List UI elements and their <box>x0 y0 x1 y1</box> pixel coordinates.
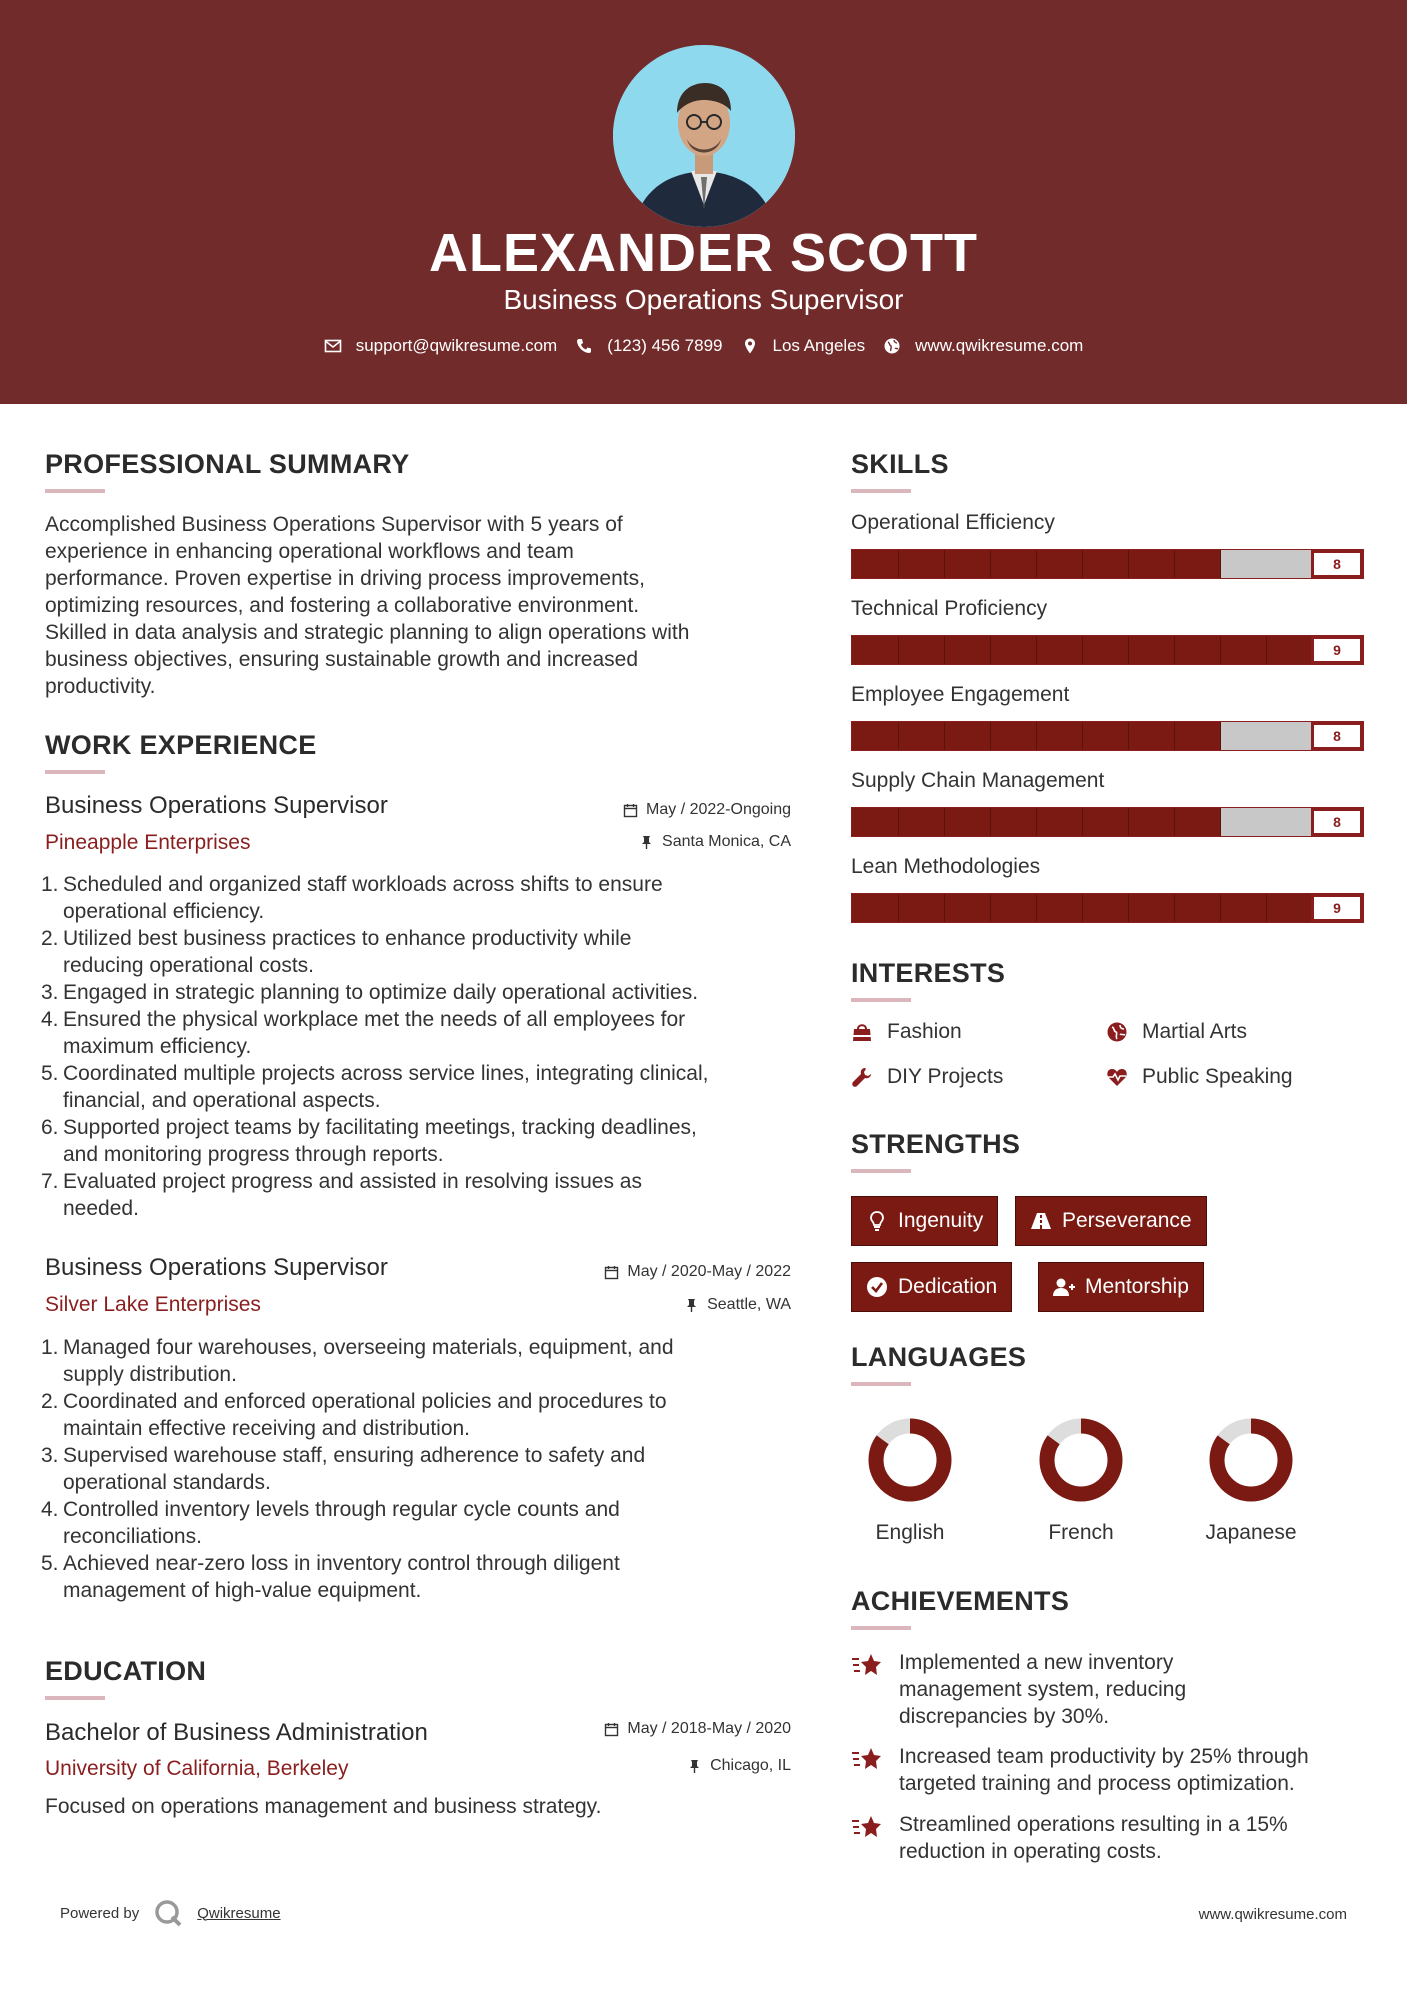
skill-bar-segment <box>1174 722 1175 750</box>
bullet-line: and monitoring progress through reports. <box>63 1143 444 1166</box>
powered-by-label: Powered by <box>60 1904 140 1922</box>
job-2-dates-text: May / 2020-May / 2022 <box>627 1263 791 1280</box>
bullet-line: Supervised warehouse staff, ensuring adherence to safety and <box>63 1444 646 1467</box>
summary-line: performance. Proven expertise in driving process improvements, <box>45 567 645 590</box>
interests-rule <box>851 998 911 1002</box>
summary-heading: PROFESSIONAL SUMMARY <box>45 449 410 479</box>
job-1-location-text: Santa Monica, CA <box>662 833 791 850</box>
skill-bar-segment <box>944 894 945 922</box>
strength-label: Ingenuity <box>898 1209 984 1232</box>
experience-rule <box>45 770 105 774</box>
job-2-dates <box>500 1263 791 1281</box>
skill-bar-segment <box>1174 808 1175 836</box>
language-donut <box>865 1415 955 1505</box>
languages-rule <box>851 1382 911 1386</box>
language-item <box>1026 1415 1136 1545</box>
skill-bar-segment <box>898 894 899 922</box>
skill-bar-segment <box>990 550 991 578</box>
skill-bar-segment <box>1082 808 1083 836</box>
skill-bar-segment <box>1128 550 1129 578</box>
skill-bar-segment <box>1174 636 1175 664</box>
contact-bar <box>0 336 1407 356</box>
contact-location-text: Los Angeles <box>772 336 866 355</box>
achievement-item <box>851 1811 1288 1865</box>
bullet-line: Supported project teams by facilitating meetings, tracking deadlines, <box>63 1116 697 1139</box>
skill-bar <box>851 721 1364 751</box>
skill-bar-segment <box>1036 808 1037 836</box>
skill-level-badge: 9 <box>1311 636 1363 664</box>
education-location <box>520 1757 791 1775</box>
strength-mentorship <box>1038 1262 1204 1312</box>
skill-bar-segment <box>1128 808 1129 836</box>
skill-bar-segment <box>1220 636 1221 664</box>
bullet-number: 3. <box>41 1444 59 1467</box>
summary-line: optimizing resources, and fostering a collaborative environment. <box>45 594 640 617</box>
education-dates <box>500 1720 791 1738</box>
skill-bar-segment <box>1174 894 1175 922</box>
job-2-location <box>520 1296 791 1314</box>
contact-email[interactable] <box>324 336 558 356</box>
map-pin-icon <box>741 337 759 355</box>
language-name: Japanese <box>1205 1521 1297 1544</box>
skill-bar-segment <box>1220 808 1221 836</box>
bullet-number: 1. <box>41 1336 59 1359</box>
summary-line: Skilled in data analysis and strategic planning to align operations with <box>45 621 690 644</box>
skill-bar-segment <box>898 722 899 750</box>
strength-perseverance <box>1015 1196 1207 1246</box>
skills-rule <box>851 489 911 493</box>
contact-phone[interactable] <box>575 336 722 356</box>
pushpin-icon <box>684 1298 699 1313</box>
summary-line: experience in enhancing operational workflows and team <box>45 540 574 563</box>
bullet-line: maximum efficiency. <box>63 1035 252 1058</box>
strength-label: Dedication <box>898 1275 998 1298</box>
school-name: University of California, Berkeley <box>45 1757 349 1780</box>
experience-heading: WORK EXPERIENCE <box>45 730 317 760</box>
pushpin-icon <box>639 835 654 850</box>
bullet-number: 4. <box>41 1498 59 1521</box>
globe-icon <box>883 337 901 355</box>
bullet-line: Scheduled and organized staff workloads across shifts to ensure <box>63 873 663 896</box>
bullet-number: 2. <box>41 927 59 950</box>
strength-label: Mentorship <box>1085 1275 1189 1298</box>
skill-bar-segment <box>1220 894 1221 922</box>
bullet-line: Achieved near-zero loss in inventory control through diligent <box>63 1552 620 1575</box>
footer-powered-by <box>60 1898 281 1928</box>
job-bullet <box>41 1388 805 1442</box>
bullet-number: 3. <box>41 981 59 1004</box>
skill-level-badge: 8 <box>1311 808 1363 836</box>
bullet-line: Utilized best business practices to enhance productivity while <box>63 927 632 950</box>
education-rule <box>45 1696 105 1700</box>
job-bullet <box>41 1334 805 1388</box>
job-bullet <box>41 1496 805 1550</box>
skill-bar-segment <box>1128 722 1129 750</box>
profile-photo <box>613 45 795 227</box>
bullet-line: Controlled inventory levels through regular cycle counts and <box>63 1498 620 1521</box>
skill-bar-segment <box>1174 550 1175 578</box>
interest-label: DIY Projects <box>887 1065 1004 1088</box>
language-name: English <box>875 1521 945 1544</box>
job-2-location-text: Seattle, WA <box>707 1296 791 1313</box>
skill-bar-segment <box>1082 550 1083 578</box>
language-donut <box>1036 1415 1126 1505</box>
bullet-line: operational standards. <box>63 1471 271 1494</box>
calendar-icon <box>604 1265 619 1280</box>
bullet-line: Engaged in strategic planning to optimize daily operational activities. <box>63 981 699 1004</box>
degree-title: Bachelor of Business Administration <box>45 1719 428 1746</box>
achievements-heading: ACHIEVEMENTS <box>851 1586 1070 1616</box>
bullet-line: needed. <box>63 1197 139 1220</box>
skill-bar <box>851 807 1364 837</box>
skill-label: Operational Efficiency <box>851 511 1055 534</box>
education-location-text: Chicago, IL <box>710 1757 791 1774</box>
calendar-icon <box>623 803 638 818</box>
lightbulb-icon <box>866 1210 888 1232</box>
bullet-line: supply distribution. <box>63 1363 237 1386</box>
skill-label: Lean Methodologies <box>851 855 1041 878</box>
languages-heading: LANGUAGES <box>851 1342 1027 1372</box>
envelope-icon <box>324 337 342 355</box>
skill-bar-segment <box>944 722 945 750</box>
skill-bar <box>851 549 1364 579</box>
job-bullet <box>41 1060 805 1114</box>
bullet-line: reconciliations. <box>63 1525 202 1548</box>
job-1-company: Pineapple Enterprises <box>45 831 251 854</box>
job-2-bullets <box>41 1334 805 1604</box>
job-1-title: Business Operations Supervisor <box>45 792 388 819</box>
summary-line: productivity. <box>45 675 156 698</box>
star-burst-icon <box>851 1813 883 1841</box>
bullet-number: 6. <box>41 1116 59 1139</box>
skill-bar-segment <box>990 894 991 922</box>
skill-bar-segment <box>1266 636 1267 664</box>
job-bullet <box>41 1006 805 1060</box>
job-bullet <box>41 979 805 1006</box>
skill-bar-segment <box>1266 894 1267 922</box>
strengths-heading: STRENGTHS <box>851 1129 1021 1159</box>
skill-bar-segment <box>944 636 945 664</box>
achievement-line: discrepancies by 30%. <box>899 1705 1110 1728</box>
skill-label: Technical Proficiency <box>851 597 1048 620</box>
achievement-item <box>851 1649 1186 1730</box>
achievement-line: reduction in operating costs. <box>899 1840 1162 1863</box>
skill-level-badge: 8 <box>1311 722 1363 750</box>
strengths-rule <box>851 1169 911 1173</box>
bullet-number: 2. <box>41 1390 59 1413</box>
footer-website-link[interactable]: www.qwikresume.com <box>1198 1906 1347 1923</box>
achievement-line: Increased team productivity by 25% through <box>899 1745 1309 1768</box>
contact-phone-text: (123) 456 7899 <box>607 336 723 355</box>
skill-bar-segment <box>1036 550 1037 578</box>
skill-label: Employee Engagement <box>851 683 1070 706</box>
education-dates-text: May / 2018-May / 2020 <box>627 1720 791 1737</box>
bullet-number: 4. <box>41 1008 59 1031</box>
skill-bar-segment <box>1082 894 1083 922</box>
skill-bar-segment <box>1082 722 1083 750</box>
interest-label: Fashion <box>887 1020 962 1043</box>
candidate-title: Business Operations Supervisor <box>503 284 904 315</box>
summary-line: Accomplished Business Operations Supervisor with 5 years of <box>45 513 623 536</box>
skill-bar-segment <box>898 636 899 664</box>
achievements-rule <box>851 1626 911 1630</box>
job-2-company: Silver Lake Enterprises <box>45 1293 261 1316</box>
skill-bar-segment <box>990 722 991 750</box>
contact-website-text: www.qwikresume.com <box>915 336 1084 355</box>
job-1-location <box>520 833 791 851</box>
star-burst-icon <box>851 1651 883 1679</box>
shopping-bag-icon <box>851 1021 873 1043</box>
contact-email-text: support@qwikresume.com <box>355 336 558 355</box>
bullet-line: Managed four warehouses, overseeing materials, equipment, and <box>63 1336 674 1359</box>
achievement-line: Implemented a new inventory <box>899 1651 1174 1674</box>
achievement-text <box>899 1649 1186 1730</box>
job-1-dates <box>520 801 791 819</box>
skill-bar-segment <box>990 808 991 836</box>
education-heading: EDUCATION <box>45 1656 207 1686</box>
job-1-bullets <box>41 871 805 1222</box>
interest-label: Public Speaking <box>1142 1065 1293 1088</box>
achievement-line: management system, reducing <box>899 1678 1187 1701</box>
interest-public-speaking <box>1106 1065 1293 1089</box>
skill-bar-segment <box>1082 636 1083 664</box>
skills-heading: SKILLS <box>851 449 949 479</box>
job-bullet <box>41 925 805 979</box>
heartbeat-icon <box>1106 1066 1128 1088</box>
skill-bar-segment <box>1036 894 1037 922</box>
language-item <box>855 1415 965 1545</box>
contact-location <box>741 336 866 356</box>
calendar-icon <box>604 1722 619 1737</box>
check-circle-icon <box>866 1276 888 1298</box>
bullet-line: management of high-value equipment. <box>63 1579 422 1602</box>
job-bullet <box>41 1442 805 1496</box>
bullet-number: 5. <box>41 1552 59 1575</box>
skill-bar-segment <box>1128 894 1129 922</box>
interest-diy-projects <box>851 1065 1003 1089</box>
summary-line: business objectives, ensuring sustainable growth and increased <box>45 648 639 671</box>
skill-label: Supply Chain Management <box>851 769 1105 792</box>
contact-website[interactable] <box>883 336 1083 356</box>
pushpin-icon <box>687 1759 702 1774</box>
skill-bar-segment <box>944 550 945 578</box>
wrench-icon <box>851 1066 873 1088</box>
bullet-line: maintain effective receiving and distribution. <box>63 1417 471 1440</box>
job-bullet <box>41 871 805 925</box>
bullet-line: Coordinated and enforced operational policies and procedures to <box>63 1390 667 1413</box>
bullet-line: Ensured the physical workplace met the needs of all employees for <box>63 1008 686 1031</box>
bullet-number: 7. <box>41 1170 59 1193</box>
skill-bar-segment <box>1220 722 1221 750</box>
summary-text <box>45 511 785 700</box>
job-bullet <box>41 1114 805 1168</box>
interest-martial-arts <box>1106 1020 1247 1044</box>
achievement-text <box>899 1811 1288 1865</box>
interests-heading: INTERESTS <box>851 958 1006 988</box>
phone-icon <box>575 337 593 355</box>
skill-bar-segment <box>898 808 899 836</box>
header-banner <box>0 0 1407 404</box>
language-donut <box>1206 1415 1296 1505</box>
globe-icon <box>1106 1021 1128 1043</box>
star-burst-icon <box>851 1745 883 1773</box>
skill-bar-segment <box>1036 636 1037 664</box>
skill-bar-segment <box>944 808 945 836</box>
skill-bar-segment <box>1036 722 1037 750</box>
user-plus-icon <box>1053 1276 1075 1298</box>
education-description: Focused on operations management and business strategy. <box>45 1795 602 1818</box>
achievement-item <box>851 1743 1309 1797</box>
strength-dedication <box>851 1262 1012 1312</box>
skill-bar-segment <box>1128 636 1129 664</box>
skill-bar-segment <box>898 550 899 578</box>
bullet-line: reducing operational costs. <box>63 954 314 977</box>
job-1-dates-text: May / 2022-Ongoing <box>646 801 791 818</box>
bullet-line: operational efficiency. <box>63 900 265 923</box>
bullet-number: 5. <box>41 1062 59 1085</box>
skill-level-badge: 9 <box>1311 894 1363 922</box>
bullet-line: Evaluated project progress and assisted in resolving issues as <box>63 1170 642 1193</box>
skill-bar-segment <box>1220 550 1221 578</box>
bullet-line: financial, and operational aspects. <box>63 1089 381 1112</box>
language-item <box>1196 1415 1306 1545</box>
achievement-text <box>899 1743 1309 1797</box>
skill-bar <box>851 893 1364 923</box>
strength-label: Perseverance <box>1062 1209 1192 1232</box>
interest-label: Martial Arts <box>1142 1020 1248 1043</box>
skill-bar-segment <box>990 636 991 664</box>
candidate-name: ALEXANDER SCOTT <box>428 223 978 283</box>
bullet-number: 1. <box>41 873 59 896</box>
road-icon <box>1030 1210 1052 1232</box>
bullet-line: Coordinated multiple projects across service lines, integrating clinical, <box>63 1062 709 1085</box>
skill-bar <box>851 635 1364 665</box>
summary-rule <box>45 489 105 493</box>
strength-ingenuity <box>851 1196 998 1246</box>
qwikresume-link[interactable]: Qwikresume <box>197 1904 281 1922</box>
job-2-title: Business Operations Supervisor <box>45 1254 388 1281</box>
achievement-line: targeted training and process optimization. <box>899 1772 1295 1795</box>
interest-fashion <box>851 1020 962 1044</box>
language-name: French <box>1048 1521 1114 1544</box>
job-bullet <box>41 1168 805 1222</box>
skill-level-badge: 8 <box>1311 550 1363 578</box>
achievement-line: Streamlined operations resulting in a 15% <box>899 1813 1288 1836</box>
avatar <box>613 45 795 227</box>
job-bullet <box>41 1550 805 1604</box>
qwikresume-logo-icon <box>153 1898 183 1928</box>
